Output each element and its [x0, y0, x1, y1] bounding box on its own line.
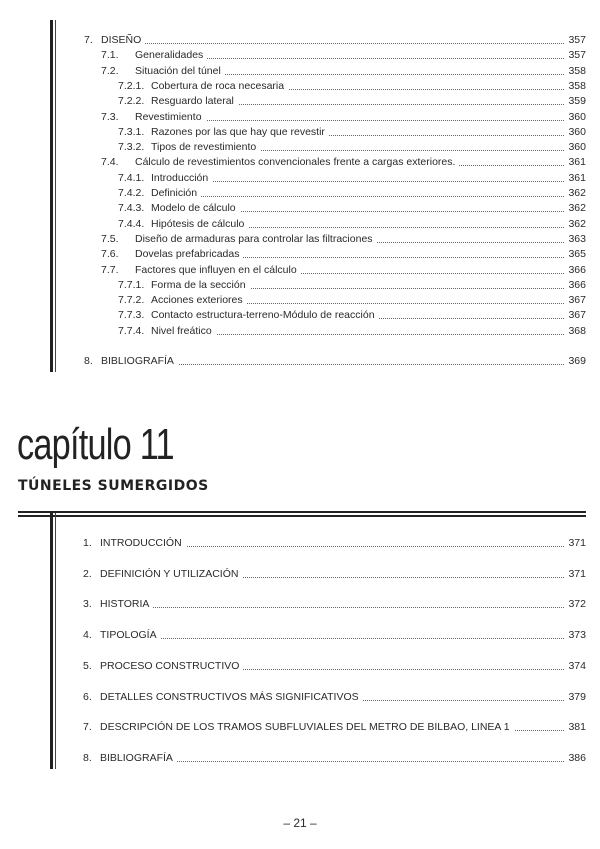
entry-page: 379: [565, 691, 586, 703]
entry-number: 3.: [83, 598, 96, 610]
entry-page: 369: [565, 355, 586, 367]
entry-title: HISTORIA: [100, 598, 153, 610]
entry-title: DESCRIPCIÓN DE LOS TRAMOS SUBFLUVIALES DEL METRO DE BILBAO, LINEA 1: [100, 721, 514, 733]
entry-title: Cálculo de revestimientos convencionales frente a cargas exteriores.: [135, 156, 459, 168]
entry-number: 7.7.2.: [118, 294, 148, 306]
entry-page: 371: [565, 568, 586, 580]
entry-number: 7.3.: [101, 111, 123, 123]
entry-title: BIBLIOGRAFÍA: [100, 752, 177, 764]
entry-number: 7.4.2.: [118, 187, 148, 199]
entry-title: PROCESO CONSTRUCTIVO: [100, 660, 243, 672]
toc-entry[interactable]: [0, 49, 586, 65]
toc-entry[interactable]: [0, 187, 586, 203]
entry-number: 7.2.: [101, 65, 123, 77]
entry-title: Contacto estructura-terreno-Módulo de reacción: [151, 309, 379, 321]
entry-page: 367: [565, 309, 586, 321]
dot-leader: [100, 607, 586, 608]
toc-entry[interactable]: [0, 355, 586, 371]
entry-number: 7.7.3.: [118, 309, 148, 321]
toc-entry[interactable]: [0, 309, 586, 325]
entry-title: Hipótesis de cálculo: [151, 218, 248, 230]
entry-title: BIBLIOGRAFÍA: [101, 355, 178, 367]
entry-title: DISEÑO: [101, 34, 145, 46]
entry-page: 361: [565, 172, 586, 184]
toc-entry[interactable]: [0, 172, 586, 188]
toc-entry[interactable]: [0, 202, 586, 218]
entry-page: 367: [565, 294, 586, 306]
entry-title: Introducción: [151, 172, 212, 184]
entry-title: Tipos de revestimiento: [151, 141, 260, 153]
entry-page: 361: [565, 156, 586, 168]
toc-entry[interactable]: [0, 691, 586, 707]
entry-page: 362: [565, 202, 586, 214]
entry-title: Razones por las que hay que revestir: [151, 126, 329, 138]
toc-entry[interactable]: [0, 126, 586, 142]
entry-title: Acciones exteriores: [151, 294, 247, 306]
entry-number: 8.: [83, 752, 96, 764]
entry-number: 7.3.2.: [118, 141, 148, 153]
entry-title: Dovelas prefabricadas: [135, 248, 243, 260]
entry-number: 7.2.1.: [118, 80, 148, 92]
toc-entry[interactable]: [0, 218, 586, 234]
toc-entry[interactable]: [0, 294, 586, 310]
toc-entry[interactable]: [0, 721, 586, 737]
dot-leader: [151, 196, 586, 197]
entry-number: 7.4.3.: [118, 202, 148, 214]
entry-number: 7.6.: [101, 248, 123, 260]
toc-entry[interactable]: [0, 156, 586, 172]
entry-page: 373: [565, 629, 586, 641]
entry-number: 7.: [83, 721, 96, 733]
entry-number: 7.3.1.: [118, 126, 148, 138]
entry-title: Revestimiento: [135, 111, 206, 123]
toc-entry[interactable]: [0, 65, 586, 81]
entry-title: Situación del túnel: [135, 65, 225, 77]
entry-title: INTRODUCCIÓN: [100, 537, 186, 549]
dot-leader: [101, 43, 586, 44]
entry-number: 6.: [83, 691, 96, 703]
dot-leader: [151, 334, 586, 335]
toc-entry[interactable]: [0, 660, 586, 676]
toc-entry[interactable]: [0, 34, 586, 50]
dot-leader: [100, 638, 586, 639]
entry-number: 7.: [84, 34, 97, 46]
entry-page: 363: [565, 233, 586, 245]
entry-number: 7.4.1.: [118, 172, 148, 184]
entry-number: 8.: [84, 355, 97, 367]
toc-entry[interactable]: [0, 598, 586, 614]
entry-number: 4.: [83, 629, 96, 641]
entry-number: 7.4.: [101, 156, 123, 168]
entry-page: 374: [565, 660, 586, 672]
entry-number: 7.1.: [101, 49, 123, 61]
entry-number: 2.: [83, 568, 96, 580]
entry-number: 1.: [83, 537, 96, 549]
entry-page: 372: [565, 598, 586, 610]
entry-page: 371: [565, 537, 586, 549]
entry-title: Resguardo lateral: [151, 95, 238, 107]
entry-page: 357: [565, 34, 586, 46]
entry-title: Forma de la sección: [151, 279, 250, 291]
chapter-rule: [18, 511, 586, 517]
entry-title: DEFINICIÓN Y UTILIZACIÓN: [100, 568, 242, 580]
dot-leader: [151, 181, 586, 182]
entry-number: 7.5.: [101, 233, 123, 245]
toc-entry[interactable]: [0, 629, 586, 645]
entry-page: 357: [565, 49, 586, 61]
toc-entry[interactable]: [0, 248, 586, 264]
toc-entry[interactable]: [0, 325, 586, 341]
entry-number: 7.7.1.: [118, 279, 148, 291]
entry-page: 360: [565, 126, 586, 138]
entry-title: Nivel freático: [151, 325, 216, 337]
entry-title: DETALLES CONSTRUCTIVOS MÁS SIGNIFICATIVOS: [100, 691, 363, 703]
toc-entry[interactable]: [0, 141, 586, 157]
entry-page: 366: [565, 264, 586, 276]
entry-page: 360: [565, 141, 586, 153]
chapter-title: capítulo 11: [17, 420, 174, 469]
toc-entry[interactable]: [0, 95, 586, 111]
entry-page: 381: [565, 721, 586, 733]
toc-entry[interactable]: [0, 233, 586, 249]
toc-entry[interactable]: [0, 752, 586, 768]
entry-number: 7.7.: [101, 264, 123, 276]
entry-title: TIPOLOGÍA: [100, 629, 161, 641]
entry-page: 365: [565, 248, 586, 260]
entry-page: 358: [565, 80, 586, 92]
entry-title: Factores que influyen en el cálculo: [135, 264, 301, 276]
entry-title: Definición: [151, 187, 201, 199]
entry-page: 358: [565, 65, 586, 77]
entry-title: Generalidades: [135, 49, 207, 61]
entry-number: 7.2.2.: [118, 95, 148, 107]
entry-page: 362: [565, 218, 586, 230]
toc-entry[interactable]: [0, 80, 586, 96]
entry-number: 5.: [83, 660, 96, 672]
entry-page: 362: [565, 187, 586, 199]
page-number: – 21 –: [283, 816, 317, 830]
toc-entry[interactable]: [0, 264, 586, 280]
entry-page: 386: [565, 752, 586, 764]
entry-title: Diseño de armaduras para controlar las filtraciones: [135, 233, 377, 245]
entry-page: 360: [565, 111, 586, 123]
entry-title: Modelo de cálculo: [151, 202, 240, 214]
entry-title: Cobertura de roca necesaria: [151, 80, 288, 92]
toc-entry[interactable]: [0, 568, 586, 584]
entry-page: 359: [565, 95, 586, 107]
chapter-subtitle: TÚNELES SUMERGIDOS: [18, 478, 209, 494]
entry-page: 366: [565, 279, 586, 291]
toc-entry[interactable]: [0, 279, 586, 295]
entry-page: 368: [565, 325, 586, 337]
toc-entry[interactable]: [0, 111, 586, 127]
entry-number: 7.7.4.: [118, 325, 148, 337]
entry-number: 7.4.4.: [118, 218, 148, 230]
toc-entry[interactable]: [0, 537, 586, 553]
